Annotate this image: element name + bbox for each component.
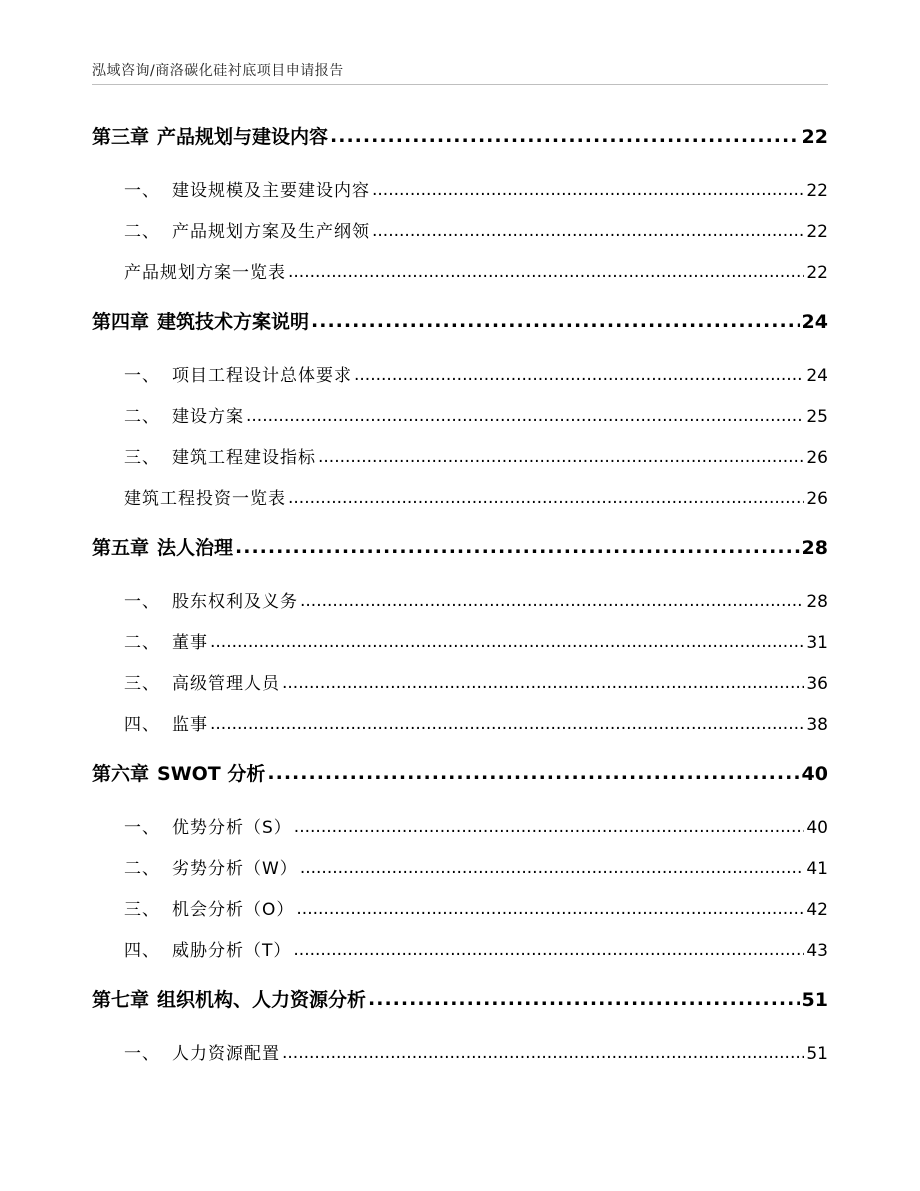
toc-page-number: 25 [806, 407, 828, 427]
toc-entry-title: 人力资源配置 [172, 1044, 280, 1064]
toc-section-entry[interactable] [92, 710, 828, 735]
toc-entry-title: 产品规划方案及生产纲领 [172, 222, 370, 242]
toc-entry-number: 三、 [124, 448, 160, 468]
toc-page-number: 42 [806, 900, 828, 920]
toc-page-number: 51 [801, 989, 828, 1011]
toc-section-entry[interactable] [92, 628, 828, 653]
toc-page-number: 28 [806, 592, 828, 612]
toc-entry-number: 二、 [124, 407, 160, 427]
toc-entry-title: 优势分析（S） [172, 818, 292, 838]
toc-entry-number: 一、 [124, 1044, 160, 1064]
toc-entry-title: 劣势分析（W） [172, 859, 298, 879]
toc-entry-title: 高级管理人员 [172, 674, 280, 694]
toc-section-entry[interactable] [92, 1039, 828, 1064]
toc-page-number: 41 [806, 859, 828, 879]
toc-chapter-entry[interactable] [92, 122, 828, 149]
toc-dot-leader [282, 1043, 804, 1063]
toc-page-number: 36 [806, 674, 828, 694]
toc-page-number: 40 [801, 763, 828, 785]
toc-dot-leader [311, 310, 800, 332]
toc-dot-leader [296, 899, 804, 919]
toc-entry-title: 监事 [172, 715, 208, 735]
toc-entry-number: 第五章 [92, 537, 150, 559]
toc-page-number: 38 [806, 715, 828, 735]
toc-page-number: 26 [806, 448, 828, 468]
toc-section-entry[interactable] [92, 443, 828, 468]
toc-entry-number: 第七章 [92, 989, 150, 1011]
toc-dot-leader [330, 125, 800, 147]
toc-entry-title: 建筑工程建设指标 [172, 448, 316, 468]
toc-entry-title: 产品规划与建设内容 [157, 126, 329, 148]
toc-entry-title: 法人治理 [157, 537, 234, 559]
toc-dot-leader [318, 447, 804, 467]
toc-dot-leader [300, 858, 805, 878]
toc-entry-title: 建设方案 [172, 407, 244, 427]
toc-section-entry[interactable] [92, 587, 828, 612]
toc-entry-title: 建筑工程投资一览表 [124, 489, 286, 509]
toc-dot-leader [267, 762, 799, 784]
toc-section-entry[interactable] [92, 936, 828, 961]
toc-page-number: 22 [806, 222, 828, 242]
toc-entry-number: 第六章 [92, 763, 150, 785]
toc-section-entry[interactable] [92, 813, 828, 838]
toc-section-entry[interactable] [92, 669, 828, 694]
toc-dot-leader [288, 488, 804, 508]
toc-dot-leader [372, 221, 804, 241]
toc-dot-leader [372, 180, 804, 200]
toc-entry-number: 二、 [124, 222, 160, 242]
toc-entry-title: 项目工程设计总体要求 [172, 366, 352, 386]
toc-entry-number: 四、 [124, 715, 160, 735]
toc-page-number: 24 [806, 366, 828, 386]
toc-entry-number: 第三章 [92, 126, 150, 148]
toc-section-entry[interactable] [92, 402, 828, 427]
page-header: 泓域咨询/商洛碳化硅衬底项目申请报告 [92, 63, 344, 79]
header-divider [92, 84, 828, 85]
toc-page-number: 26 [806, 489, 828, 509]
toc-entry-number: 一、 [124, 366, 160, 386]
toc-page-number: 22 [806, 263, 828, 283]
toc-entry-title: 董事 [172, 633, 208, 653]
toc-page-number: 28 [801, 537, 828, 559]
toc-entry-number: 一、 [124, 181, 160, 201]
toc-page-number: 40 [806, 818, 828, 838]
toc-dot-leader [235, 536, 800, 558]
toc-dot-leader [294, 817, 805, 837]
toc-page-number: 43 [806, 941, 828, 961]
toc-chapter-entry[interactable] [92, 759, 828, 786]
toc-chapter-entry[interactable] [92, 985, 828, 1012]
toc-section-entry[interactable] [92, 176, 828, 201]
toc-chapter-entry[interactable] [92, 533, 828, 560]
toc-entry-title: 建设规模及主要建设内容 [172, 181, 370, 201]
toc-entry-title: 威胁分析（T） [172, 941, 292, 961]
toc-entry-number: 三、 [124, 900, 160, 920]
toc-entry-number: 一、 [124, 592, 160, 612]
toc-dot-leader [354, 365, 804, 385]
toc-page-number: 31 [806, 633, 828, 653]
toc-page-number: 51 [806, 1044, 828, 1064]
toc-entry-title: 建筑技术方案说明 [157, 311, 310, 333]
toc-section-entry[interactable] [92, 258, 828, 283]
toc-page-number: 24 [801, 311, 828, 333]
toc-entry-title: 产品规划方案一览表 [124, 263, 286, 283]
toc-dot-leader [293, 940, 804, 960]
toc-entry-number: 二、 [124, 633, 160, 653]
toc-section-entry[interactable] [92, 361, 828, 386]
toc-entry-title: SWOT 分析 [157, 763, 266, 785]
toc-section-entry[interactable] [92, 217, 828, 242]
toc-entry-number: 三、 [124, 674, 160, 694]
toc-entry-title: 组织机构、人力资源分析 [157, 989, 367, 1011]
toc-dot-leader [300, 591, 804, 611]
toc-chapter-entry[interactable] [92, 307, 828, 334]
toc-dot-leader [368, 988, 800, 1010]
toc-section-entry[interactable] [92, 854, 828, 879]
toc-section-entry[interactable] [92, 895, 828, 920]
toc-entry-title: 机会分析（O） [172, 900, 295, 920]
toc-entry-title: 股东权利及义务 [172, 592, 298, 612]
toc-dot-leader [210, 632, 804, 652]
toc-dot-leader [282, 673, 804, 693]
toc-page-number: 22 [801, 126, 828, 148]
toc-dot-leader [210, 714, 804, 734]
toc-section-entry[interactable] [92, 484, 828, 509]
toc-entry-number: 二、 [124, 859, 160, 879]
toc-entry-number: 四、 [124, 941, 160, 961]
toc-entry-number: 第四章 [92, 311, 150, 333]
toc-entry-number: 一、 [124, 818, 160, 838]
toc-page-number: 22 [806, 181, 828, 201]
toc-dot-leader [288, 262, 804, 282]
toc-dot-leader [246, 406, 804, 426]
